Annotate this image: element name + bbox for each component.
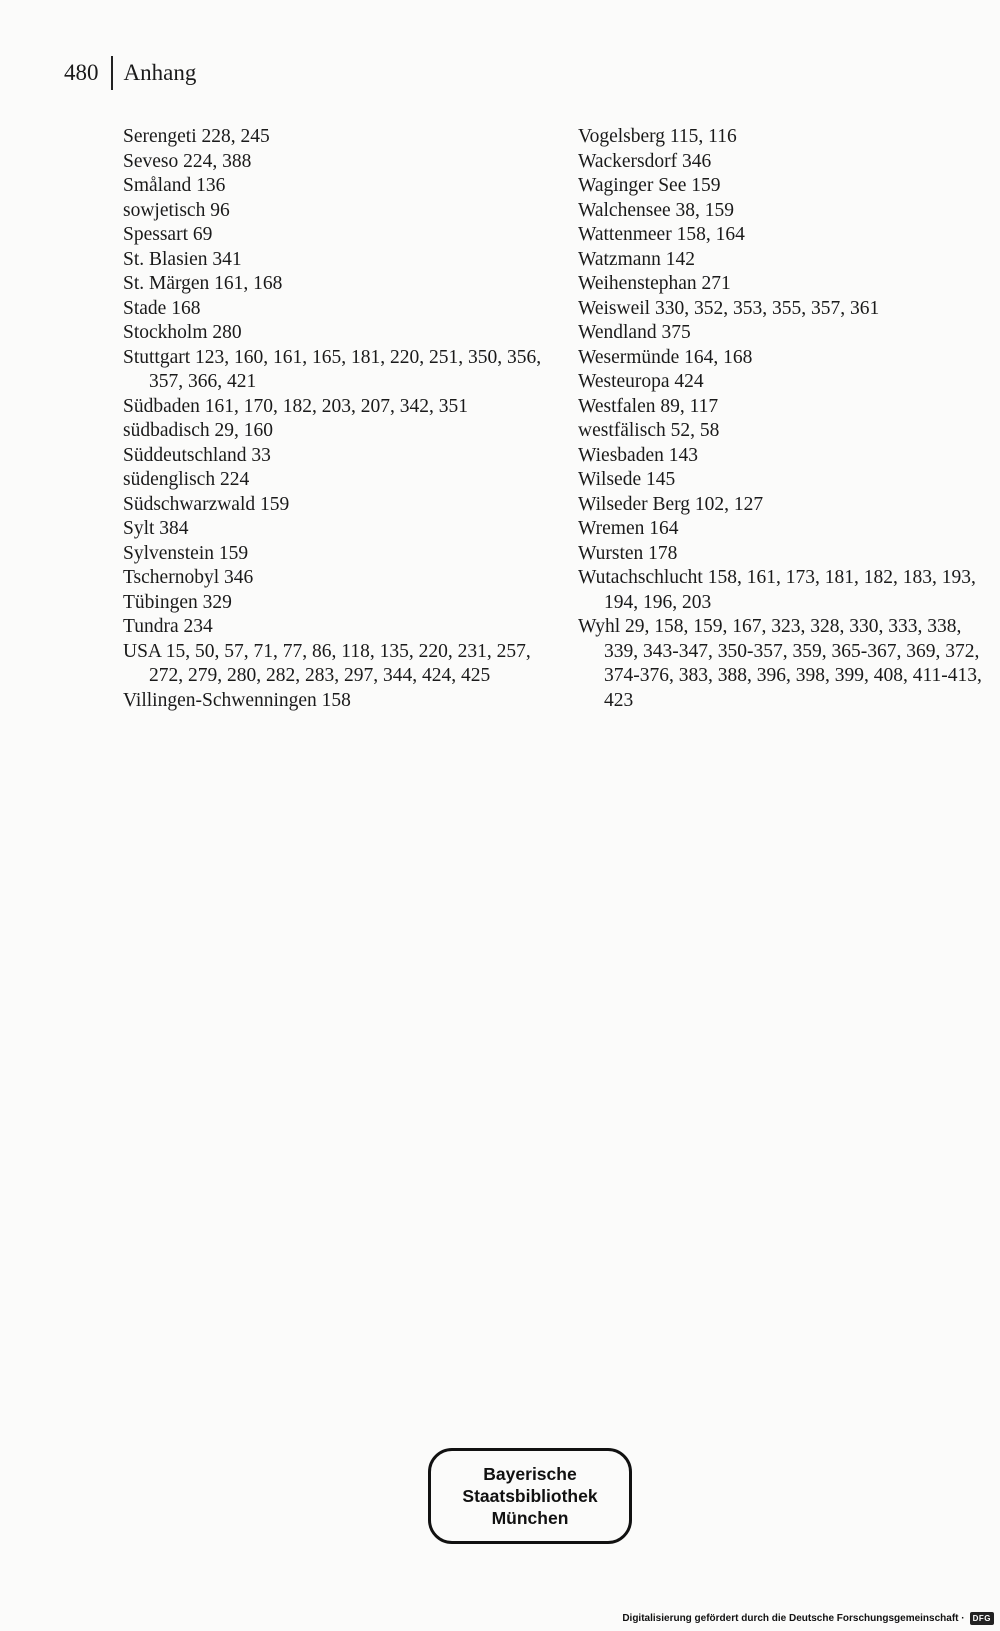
index-entry: Wursten 178	[578, 542, 678, 564]
index-entry: Sylvenstein 159	[123, 542, 249, 564]
index-entry: Wremen 164	[578, 518, 679, 539]
header-divider	[111, 56, 113, 90]
index-entry: Wutachschlucht 158, 161, 173, 181, 182, 183, 193, 194, 196, 203	[578, 567, 976, 613]
index-entry: Wesermünde 164, 168	[578, 346, 753, 368]
index-entry: Wilsede 145	[578, 469, 676, 490]
page-header	[64, 56, 196, 90]
digitization-footer	[622, 1612, 994, 1625]
index-entry: Småland 136	[123, 175, 226, 196]
index-entry: Seveso 224, 388	[123, 150, 252, 172]
footer-text: Digitalisierung gefördert durch die Deutsche Forschungsgemeinschaft ·	[622, 1613, 965, 1624]
index-entry: Tübingen 329	[123, 591, 232, 613]
index-entry: Villingen-Schwenningen 158	[123, 689, 351, 711]
index-entry: Südschwarzwald 159	[123, 493, 290, 515]
library-stamp	[428, 1448, 632, 1544]
index-entry: Wendland 375	[578, 322, 691, 343]
index-entry: Wackersdorf 346	[578, 150, 712, 172]
index-entry: Vogelsberg 115, 116	[578, 126, 737, 147]
index-entry: Sylt 384	[123, 518, 189, 539]
stamp-line: München	[491, 1508, 569, 1528]
index-entry: Wiesbaden 143	[578, 444, 698, 466]
index-entry: Spessart 69	[123, 224, 213, 245]
index-column-right	[578, 125, 998, 713]
stamp-line: Bayerische	[483, 1464, 577, 1484]
section-title: Anhang	[123, 60, 197, 85]
index-entry: Walchensee 38, 159	[578, 199, 734, 221]
index-entry: Watzmann 142	[578, 248, 696, 270]
index-entry: St. Märgen 161, 168	[123, 273, 283, 294]
index-entry: USA 15, 50, 57, 71, 77, 86, 118, 135, 220, 231, 257, 272, 279, 280, 282, 283, 297, 344, 424, 425	[123, 640, 531, 686]
index-entry: Westfalen 89, 117	[578, 395, 719, 417]
index-entry: Stade 168	[123, 297, 201, 319]
stamp-line: Staatsbibliothek	[462, 1486, 598, 1506]
index-entry: südenglisch 224	[123, 469, 250, 490]
index-entry: Wyhl 29, 158, 159, 167, 323, 328, 330, 333, 338, 339, 343-347, 350-357, 359, 365-367, 369, 372, 374-376, 383, 388, 396, 398, 399, 408, 411-413, 423	[578, 616, 982, 711]
index-entry: Waginger See 159	[578, 175, 721, 196]
index-entry: Westeuropa 424	[578, 371, 704, 392]
dfg-logo: DFG	[970, 1612, 994, 1625]
index-entry: südbadisch 29, 160	[123, 420, 274, 441]
index-entry: Tschernobyl 346	[123, 567, 254, 588]
index-entry: Tundra 234	[123, 616, 213, 637]
index-entry: sowjetisch 96	[123, 199, 230, 221]
index-entry: Süddeutschland 33	[123, 444, 271, 466]
index-entry: westfälisch 52, 58	[578, 420, 720, 441]
index-entry: Weihenstephan 271	[578, 273, 731, 294]
index-entry: Weisweil 330, 352, 353, 355, 357, 361	[578, 297, 880, 319]
index-column-left	[123, 125, 563, 713]
index-entry: St. Blasien 341	[123, 248, 242, 270]
index-entry: Serengeti 228, 245	[123, 126, 270, 147]
index-entry: Stuttgart 123, 160, 161, 165, 181, 220, 251, 350, 356, 357, 366, 421	[123, 346, 542, 392]
index-entry: Wattenmeer 158, 164	[578, 224, 745, 245]
index-entry: Wilseder Berg 102, 127	[578, 493, 764, 515]
page-number: 480	[64, 60, 99, 85]
index-entry: Stockholm 280	[123, 322, 242, 343]
index-entry: Südbaden 161, 170, 182, 203, 207, 342, 351	[123, 395, 469, 417]
